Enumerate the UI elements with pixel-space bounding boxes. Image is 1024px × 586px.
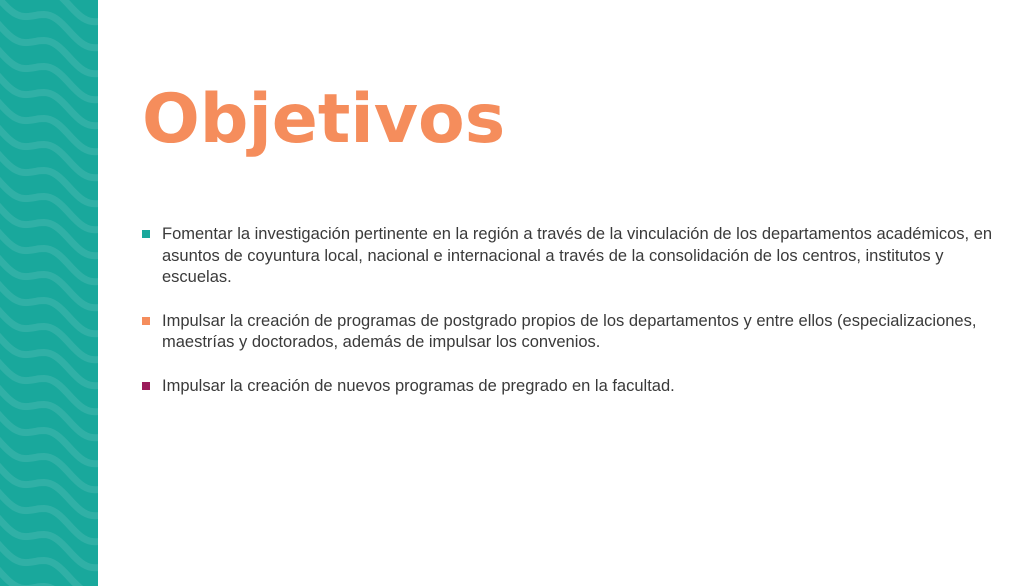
wave-pattern-icon — [0, 0, 98, 586]
page-title: Objetivos — [142, 80, 506, 159]
list-item — [142, 224, 1008, 289]
bullet-text: Impulsar la creación de nuevos programas de pregrado en la facultad. — [162, 376, 675, 395]
list-item — [142, 376, 1008, 398]
square-bullet-icon — [142, 230, 150, 238]
bullet-text: Impulsar la creación de programas de postgrado propios de los departamentos y entre ellos (especializaciones, maestrías y doctorados, además de impulsar los convenios. — [162, 311, 977, 351]
square-bullet-icon — [142, 382, 150, 390]
objectives-list — [142, 224, 1008, 419]
bullet-text: Fomentar la investigación pertinente en la región a través de la vinculación de los departamentos académicos, en asuntos de coyuntura local, nacional e internacional a través de la consolidación de los centros, institutos y escuelas. — [162, 225, 993, 286]
side-decorative-band — [0, 0, 98, 586]
square-bullet-icon — [142, 317, 150, 325]
list-item — [142, 311, 1008, 354]
